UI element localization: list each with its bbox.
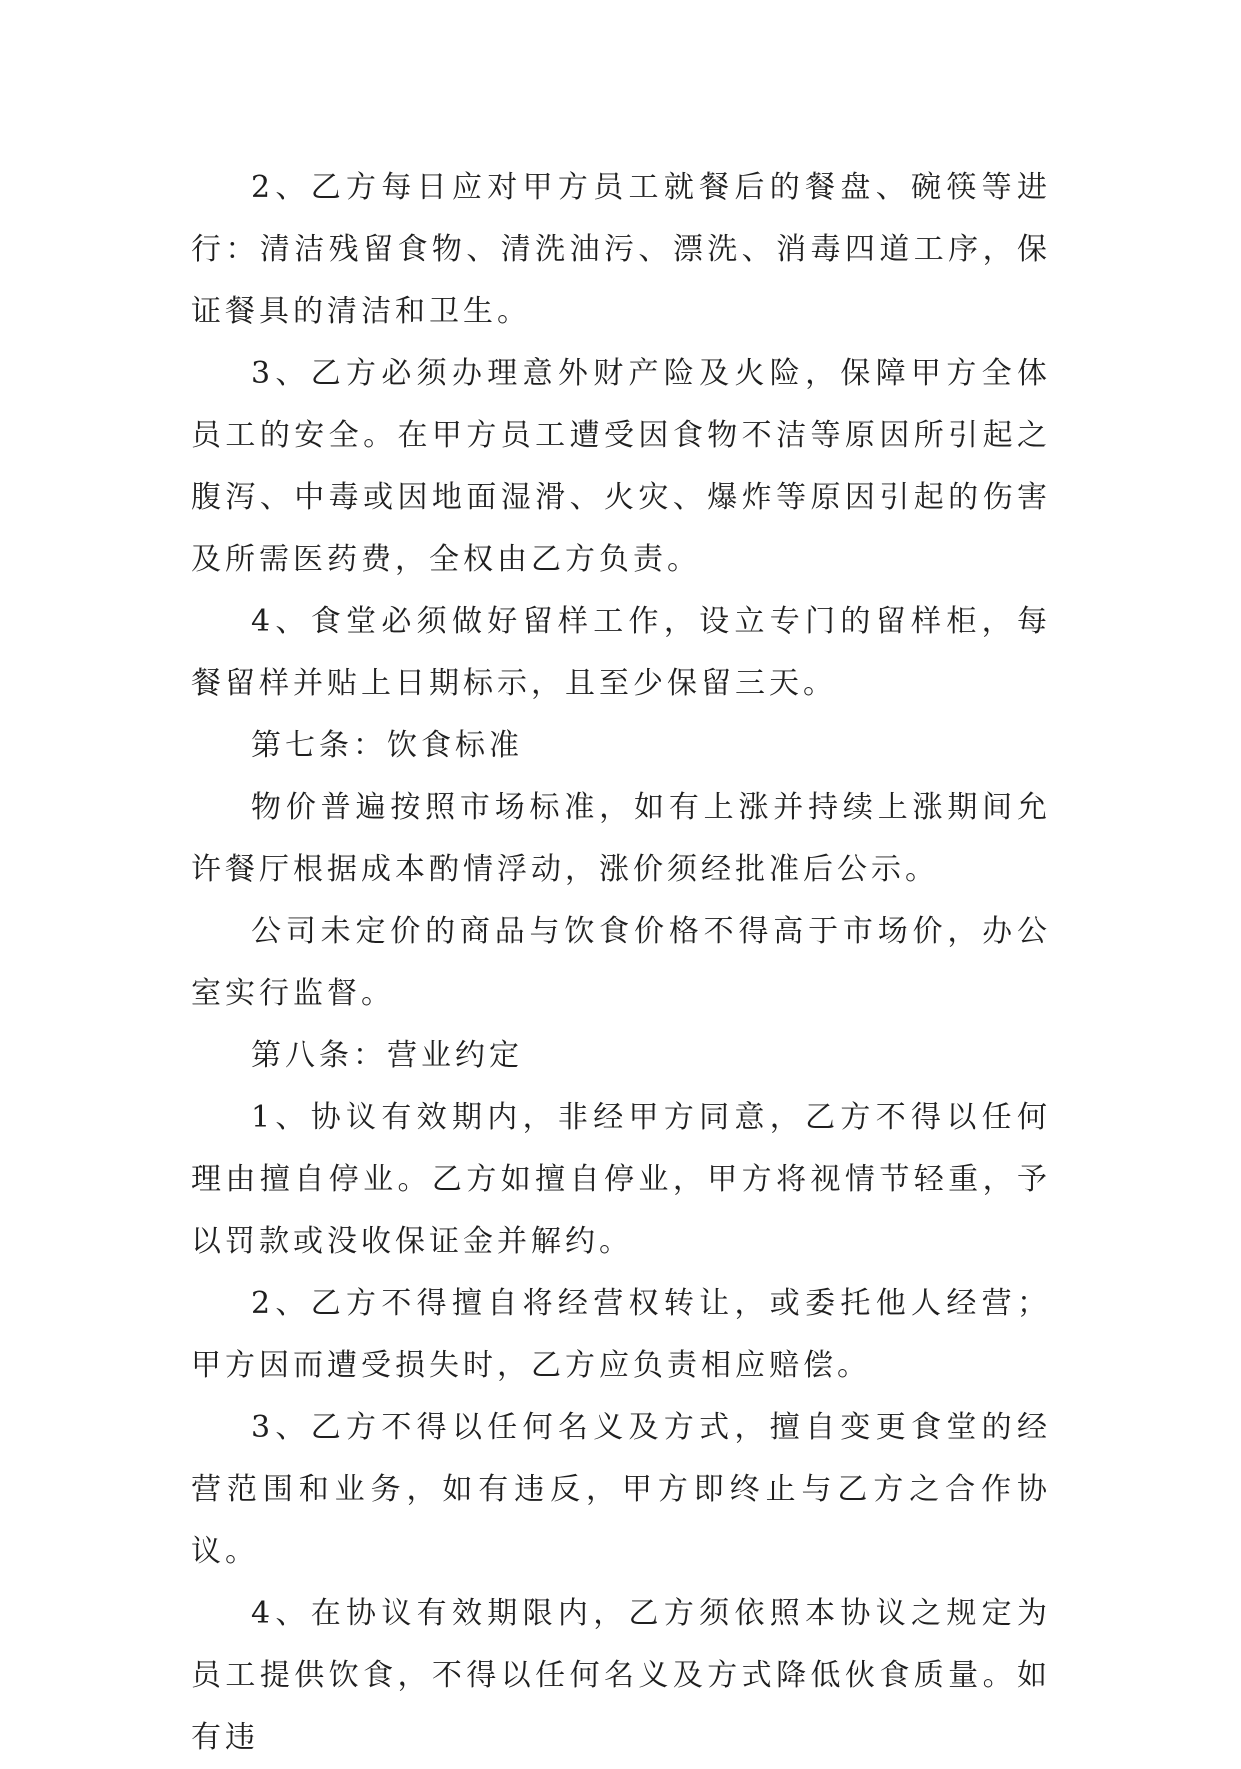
paragraph-clause-8-3: 3、乙方不得以任何名义及方式，擅自变更食堂的经营范围和业务，如有违反，甲方即终止与乙方之合作协议。 [191, 1410, 1051, 1569]
section-heading-article-8: 第八条：营业约定 [251, 1038, 523, 1073]
paragraph-article-7-1: 物价普遍按照市场标准，如有上涨并持续上涨期间允许餐厅根据成本酌情浮动，涨价须经批准后公示。 [191, 790, 1051, 887]
paragraph-clause-8-4: 4、在协议有效期限内，乙方须依照本协议之规定为员工提供饮食，不得以任何名义及方式降低伙食质量。如有违 [191, 1596, 1051, 1755]
paragraph-clause-6-3: 3、乙方必须办理意外财产险及火险，保障甲方全体员工的安全。在甲方员工遭受因食物不洁等原因所引起之腹泻、中毒或因地面湿滑、火灾、爆炸等原因引起的伤害及所需医药费，全权由乙方负责。 [191, 356, 1051, 577]
paragraph-clause-6-4: 4、食堂必须做好留样工作，设立专门的留样柜，每餐留样并贴上日期标示，且至少保留三天。 [191, 604, 1051, 701]
paragraph-clause-8-2: 2、乙方不得擅自将经营权转让，或委托他人经营；甲方因而遭受损失时，乙方应负责相应赔偿。 [191, 1286, 1051, 1383]
paragraph-clause-6-2: 2、乙方每日应对甲方员工就餐后的餐盘、碗筷等进行：清洁残留食物、清洗油污、漂洗、消毒四道工序，保证餐具的清洁和卫生。 [191, 170, 1051, 329]
document-body [191, 157, 1051, 1769]
paragraph-article-7-2: 公司未定价的商品与饮食价格不得高于市场价，办公室实行监督。 [191, 914, 1051, 1011]
section-heading-article-7: 第七条：饮食标准 [251, 728, 523, 763]
paragraph-clause-8-1: 1、协议有效期内，非经甲方同意，乙方不得以任何理由擅自停业。乙方如擅自停业，甲方将视情节轻重，予以罚款或没收保证金并解约。 [191, 1100, 1051, 1259]
